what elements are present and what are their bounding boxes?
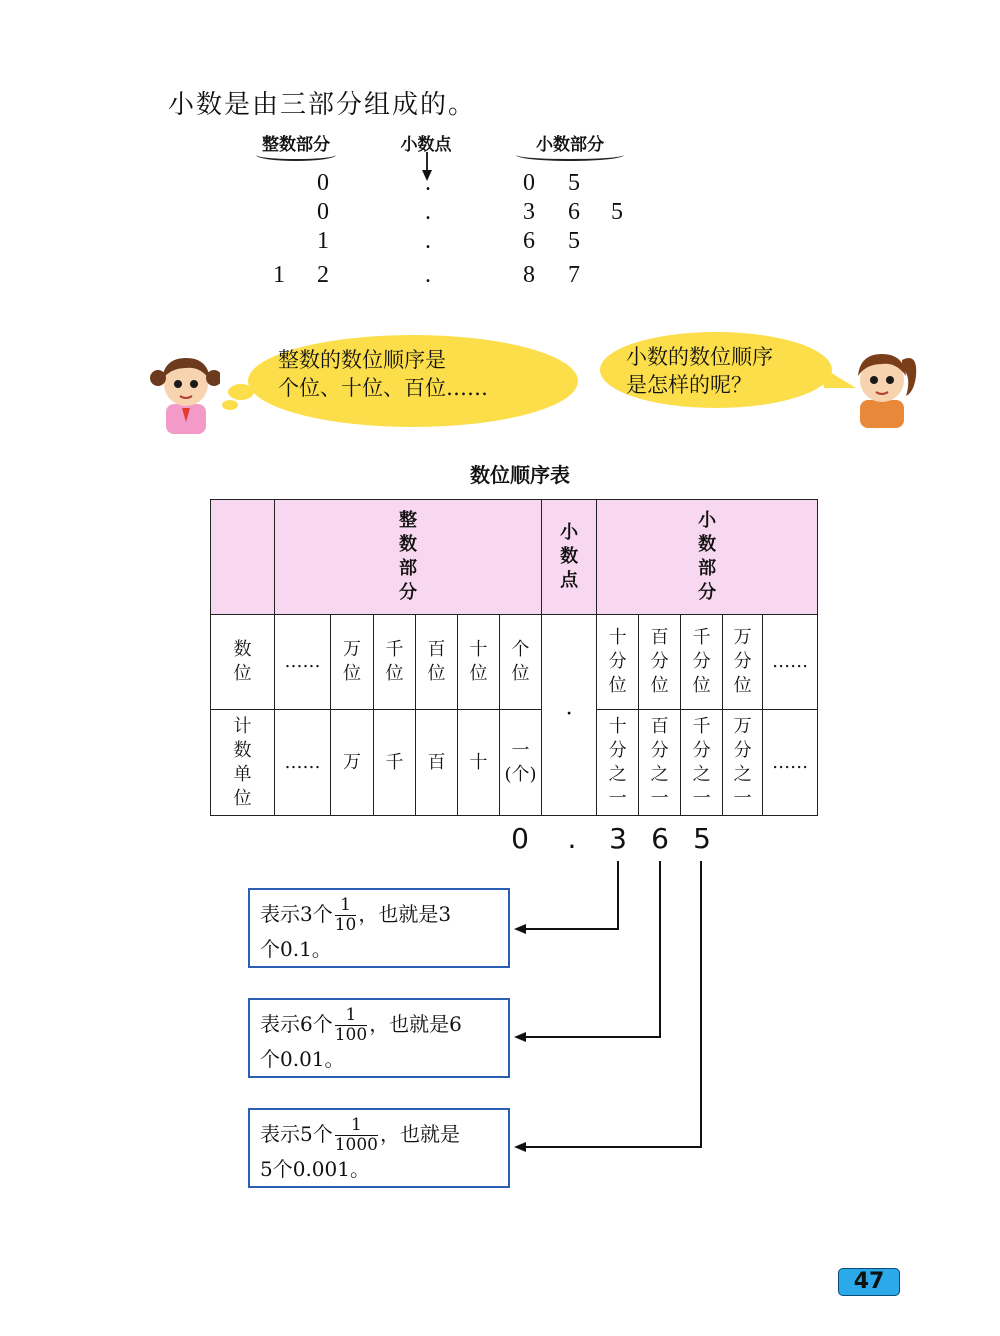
unit-cell: 百 分 之 一 [639,710,681,816]
unit-cell: 十 [458,710,500,816]
bubble-left-line2: 个位、十位、百位…… [278,376,488,400]
unit-cell: 千 分 之 一 [681,710,723,816]
header-decimal-point: 小 数 点 [542,500,597,615]
bubble-right-line2: 是怎样的呢？ [626,373,752,397]
connector-thousandths [524,861,701,1147]
girl-right-illustration [844,346,924,428]
place-cell: 十 分 位 [597,615,639,710]
digit: 6 [523,228,535,254]
ellipsis-cell: …… [275,710,331,816]
unit-cell-one: 一 (个) [500,710,542,816]
connector-hundredths [524,861,660,1037]
digit: 7 [568,262,580,288]
digit: 3 [523,199,535,225]
explanation-box-tenths: 表示3个 $\frac{1}{10}$ ，也就是3 个0.1。 [248,888,510,968]
number-point: . [567,822,577,855]
arrow-left-icon [514,1032,526,1042]
number-hundredths-digit: 6 [651,822,669,855]
explanation-box-hundredths: 表示6个 $\frac{1}{100}$ ，也就是6 个0.01。 [248,998,510,1078]
explanation-box-thousandths: 表示5个 $\frac{1}{1000}$ ，也就是 5个0.001。 [248,1108,510,1188]
fraction: $\frac{1}{100}$ [334,1005,368,1045]
unit-cell: 万 [331,710,374,816]
place-cell: 个 位 [500,615,542,710]
fraction: $\frac{1}{1000}$ [334,1115,378,1155]
unit-cell: 百 [416,710,458,816]
unit-cell: 万 分 之 一 [723,710,763,816]
digit: 1 [273,262,285,288]
place-cell: 千 位 [374,615,416,710]
connector-tenths [524,861,618,929]
header-empty [211,500,275,615]
digit: 5 [568,228,580,254]
unit-cell: 千 [374,710,416,816]
fraction: $\frac{1}{10}$ [334,895,357,935]
digit: 1 [317,228,329,254]
arrow-left-icon [514,1142,526,1152]
unit-cell: 十 分 之 一 [597,710,639,816]
label-decimal-part: 小数部分 [516,130,624,161]
bubble-right-line1: 小数的数位顺序 [626,345,773,369]
label-decimal-point: 小数点 [400,135,452,155]
place-cell: 万 分 位 [723,615,763,710]
row-label-unit: 计 数 单 位 [211,710,275,816]
page-number-badge: 47 [838,1268,900,1296]
point: . [425,199,431,225]
digit: 0 [317,170,329,196]
girl-left-illustration [148,352,220,434]
point: . [425,228,431,254]
digit: 5 [568,170,580,196]
digit: 8 [523,262,535,288]
place-cell: 千 分 位 [681,615,723,710]
place-cell: 十 位 [458,615,500,710]
number-int-digit: 0 [511,822,529,855]
ellipsis-cell: …… [763,710,818,816]
number-thousandths-digit: 5 [693,822,711,855]
point: . [425,170,431,196]
number-tenths-digit: 3 [609,822,627,855]
intro-text: 小数是由三部分组成的。 [168,90,477,120]
label-integer-part: 整数部分 [256,130,336,161]
decimal-point-cell: · [542,615,597,816]
header-decimal-part: 小 数 部 分 [597,500,818,615]
place-cell: 百 位 [416,615,458,710]
place-cell: 百 分 位 [639,615,681,710]
place-value-table [210,499,818,816]
bubble-left-line1: 整数的数位顺序是 [278,348,446,372]
ellipsis-cell: …… [763,615,818,710]
ellipsis-cell: …… [275,615,331,710]
digit: 6 [568,199,580,225]
thought-dot [228,384,254,400]
digit: 0 [317,199,329,225]
table-title: 数位顺序表 [470,463,570,487]
row-label-place: 数 位 [211,615,275,710]
arrow-left-icon [514,924,526,934]
point: . [425,262,431,288]
digit: 5 [611,199,623,225]
digit: 2 [317,262,329,288]
connector-lines [510,855,720,1165]
place-cell: 万 位 [331,615,374,710]
thought-dot [222,400,238,410]
header-integer-part: 整 数 部 分 [275,500,542,615]
digit: 0 [523,170,535,196]
